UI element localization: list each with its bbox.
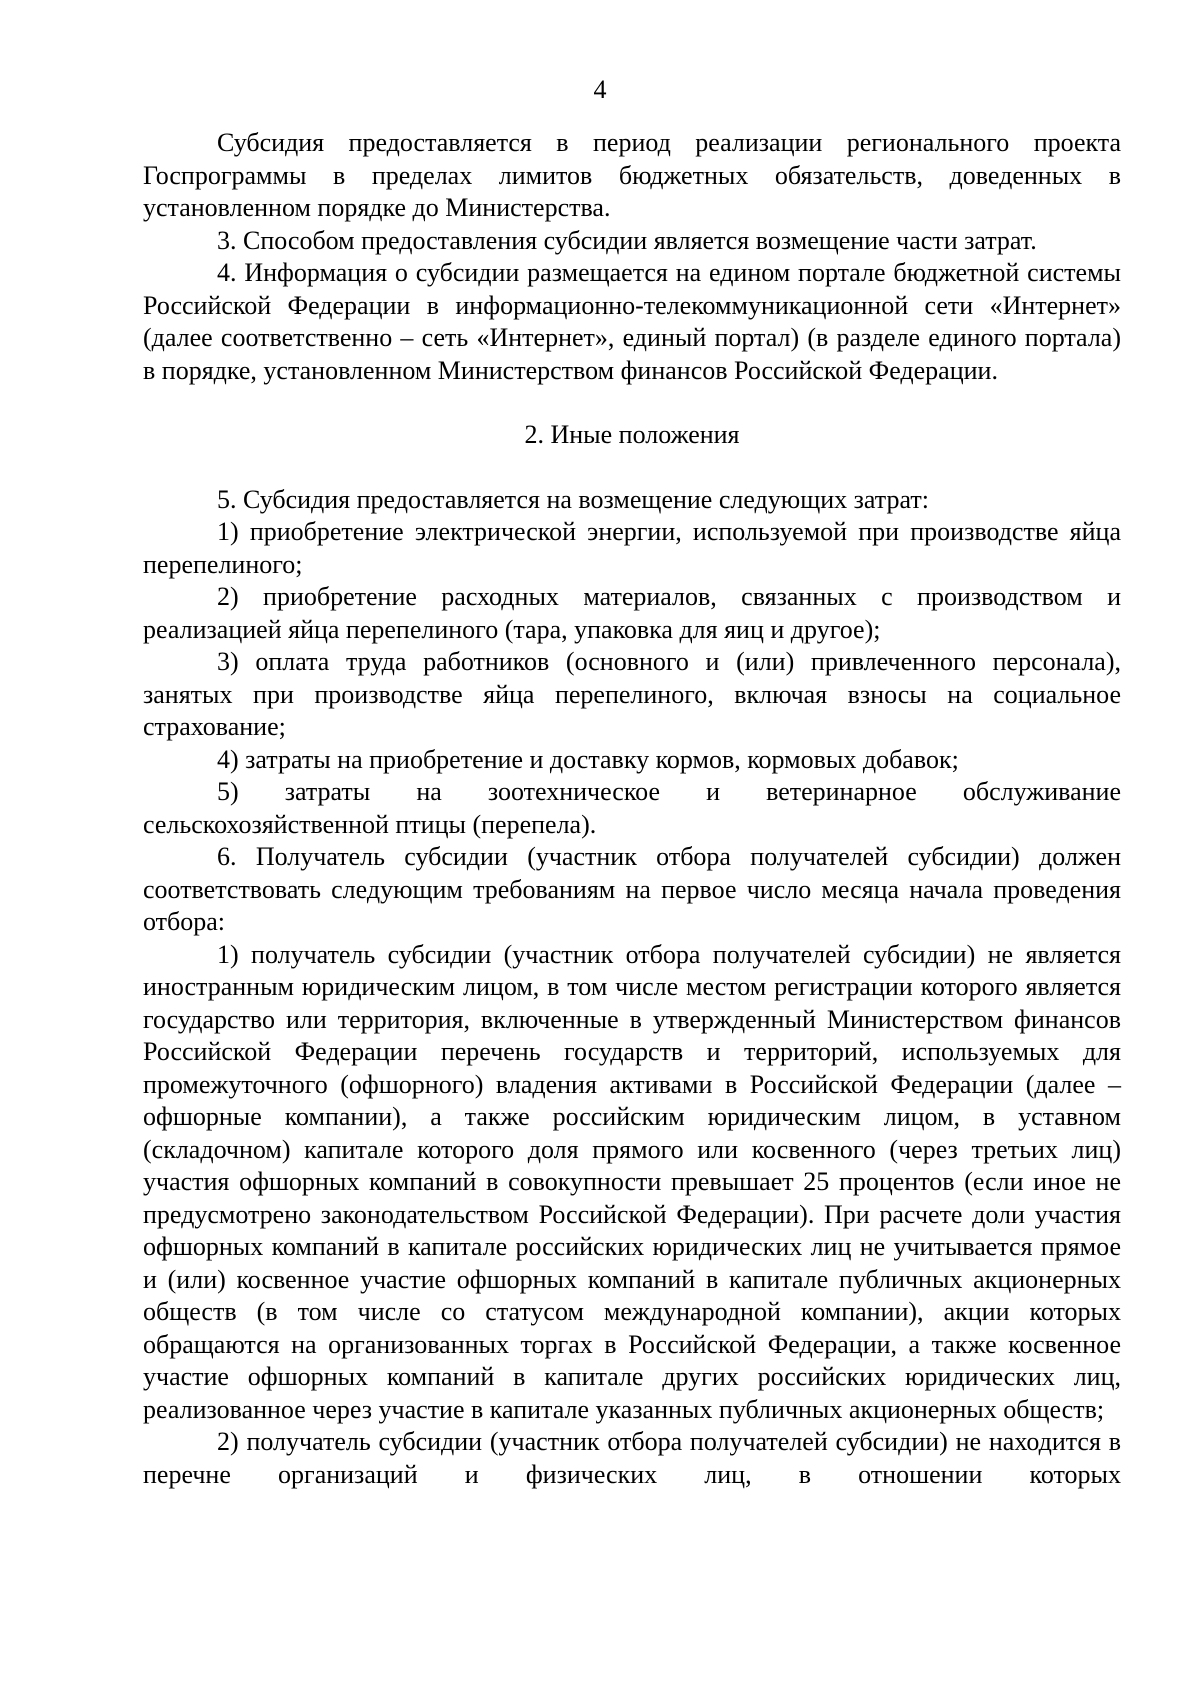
page-number: 4: [593, 75, 607, 104]
spacer: [143, 452, 1121, 484]
paragraph-item-5: 5. Субсидия предоставляется на возмещение следующих затрат:: [217, 484, 929, 514]
paragraph-item-5-2: 2) приобретение расходных материалов, связанных с производством и реализацией яйца перепелиного (тара, упаковка для яиц и другое);: [143, 582, 1121, 644]
document-body: [143, 127, 1121, 1491]
paragraph-item-6: 6. Получатель субсидии (участник отбора получателей субсидии) должен соответствовать следующим требованиям на первое число месяца начала проведения отбора:: [143, 842, 1121, 936]
paragraph-item-5-4: 4) затраты на приобретение и доставку кормов, кормовых добавок;: [217, 744, 959, 774]
paragraph-item-4: 4. Информация о субсидии размещается на едином портале бюджетной системы Российской Федерации в информационно-телекоммуникационной сети «Интернет» (далее соответственно – сеть «Интернет», единый портал) (в разделе единого портала) в порядке, установленном Министерством финансов Российской Федерации.: [143, 258, 1121, 385]
paragraph-item-3: 3. Способом предоставления субсидии является возмещение части затрат.: [217, 225, 1037, 255]
paragraph-item-6-1: 1) получатель субсидии (участник отбора получателей субсидии) не является иностранным юридическим лицом, в том числе местом регистрации которого является государство или территория, включенные в утвержденный Министерством финансов Российской Федерации перечень государств и территорий, используемых для промежуточного (офшорного) владения активами в Российской Федерации (далее – офшорные компании), а также российским юридическим лицом, в уставном (складочном) капитале которого доля прямого или косвенного (через третьих лиц) участия офшорных компаний в совокупности превышает 25 процентов (если иное не предусмотрено законодательством Российской Федерации). При расчете доли участия офшорных компаний в капитале российских юридических лиц не учитывается прямое и (или) косвенное участие офшорных компаний в капитале публичных акционерных обществ (в том числе со статусом международной компании), акции которых обращаются на организованных торгах в Российской Федерации, а также косвенное участие офшорных компаний в капитале других российских юридических лиц, реализованное через участие в капитале указанных публичных акционерных обществ;: [143, 939, 1121, 1424]
section-heading: 2. Иные положения: [524, 420, 740, 449]
paragraph-item-5-3: 3) оплата труда работников (основного и (или) привлеченного персонала), занятых при производстве яйца перепелиного, включая взносы на социальное страхование;: [143, 647, 1121, 741]
paragraph-item-5-5: 5) затраты на зоотехническое и ветеринарное обслуживание сельскохозяйственной птицы (перепела).: [143, 777, 1121, 839]
spacer: [143, 387, 1121, 419]
paragraph-item-5-1: 1) приобретение электрической энергии, используемой при производстве яйца перепелиного;: [143, 517, 1121, 579]
paragraph-item-6-2: 2) получатель субсидии (участник отбора получателей субсидии) не находится в перечне организаций и физических лиц, в отношении которых: [143, 1427, 1121, 1489]
paragraph-subsidy-period: Субсидия предоставляется в период реализации регионального проекта Госпрограммы в пределах лимитов бюджетных обязательств, доведенных в установленном порядке до Министерства.: [143, 128, 1121, 222]
